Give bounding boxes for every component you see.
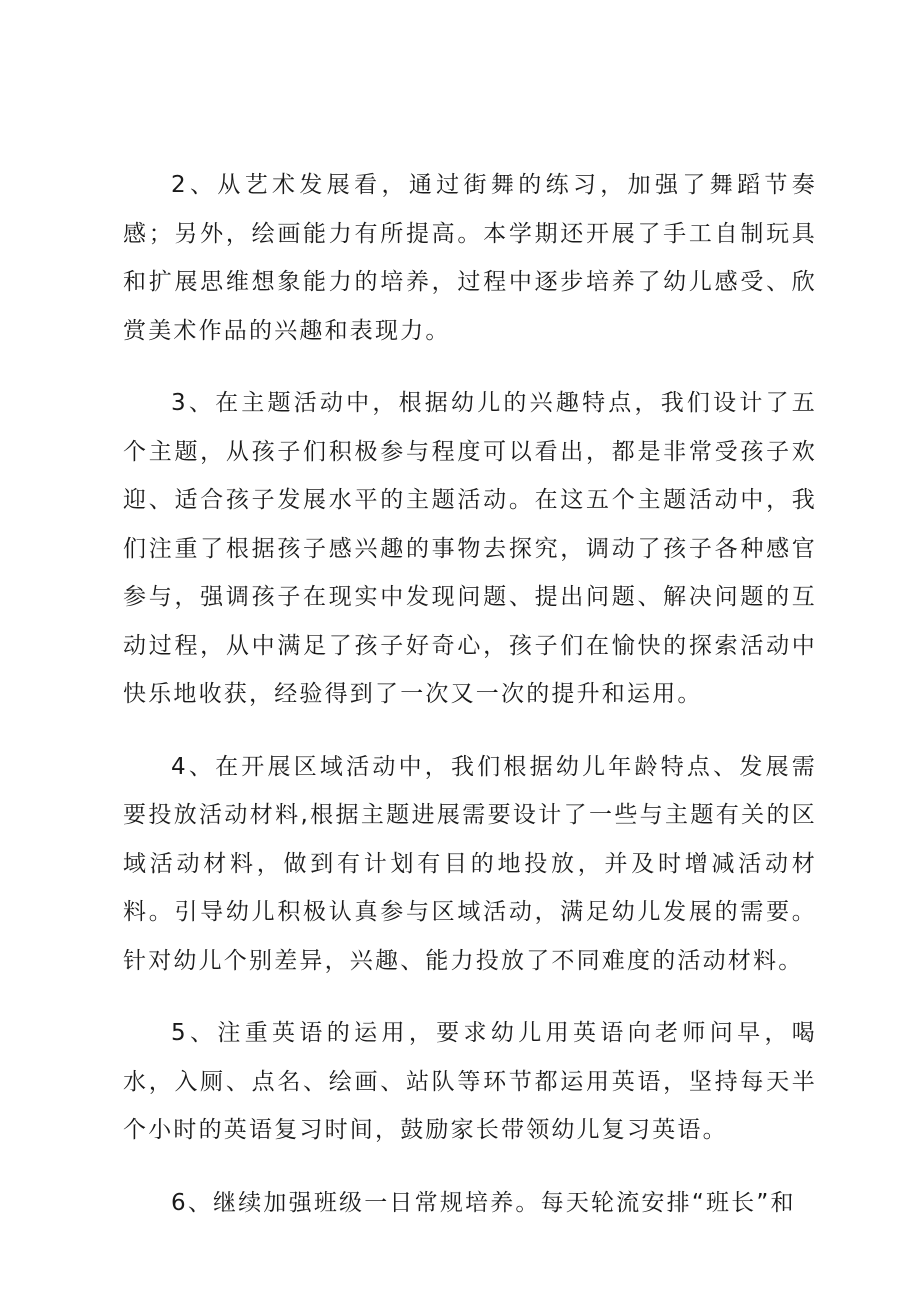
paragraph-3: 3、在主题活动中，根据幼儿的兴趣特点，我们设计了五个主题，从孩子们积极参与程度可以看出，都是非常受孩子欢迎、适合孩子发展水平的主题活动。在这五个主题活动中，我们注重了根据孩子感兴趣的事物去探究，调动了孩子各种感官参与，强调孩子在现实中发现问题、提出问题、解决问题的互动过程，从中满足了孩子好奇心，孩子们在愉快的探索活动中快乐地收获，经验得到了一次又一次的提升和运用。 <box>123 390 817 707</box>
paragraph-4: 4、在开展区域活动中，我们根据幼儿年龄特点、发展需要投放活动材料,根据主题进展需要设计了一些与主题有关的区域活动材料，做到有计划有目的地投放，并及时增减活动材料。引导幼儿积极认真参与区域活动，满足幼儿发展的需要。针对幼儿个别差异，兴趣、能力投放了不同难度的活动材料。 <box>123 753 817 974</box>
paragraph-2: 2、从艺术发展看，通过街舞的练习，加强了舞蹈节奏感；另外，绘画能力有所提高。本学期还开展了手工自制玩具和扩展思维想象能力的培养，过程中逐步培养了幼儿感受、欣赏美术作品的兴趣和表现力。 <box>123 172 817 344</box>
document-body <box>123 161 817 1251</box>
paragraph-6: 6、继续加强班级一日常规培养。每天轮流安排“班长”和 <box>171 1189 796 1216</box>
paragraph-5: 5、注重英语的运用，要求幼儿用英语向老师问早，喝水，入厕、点名、绘画、站队等环节都运用英语，坚持每天半个小时的英语复习时间，鼓励家长带领幼儿复习英语。 <box>123 1020 817 1143</box>
